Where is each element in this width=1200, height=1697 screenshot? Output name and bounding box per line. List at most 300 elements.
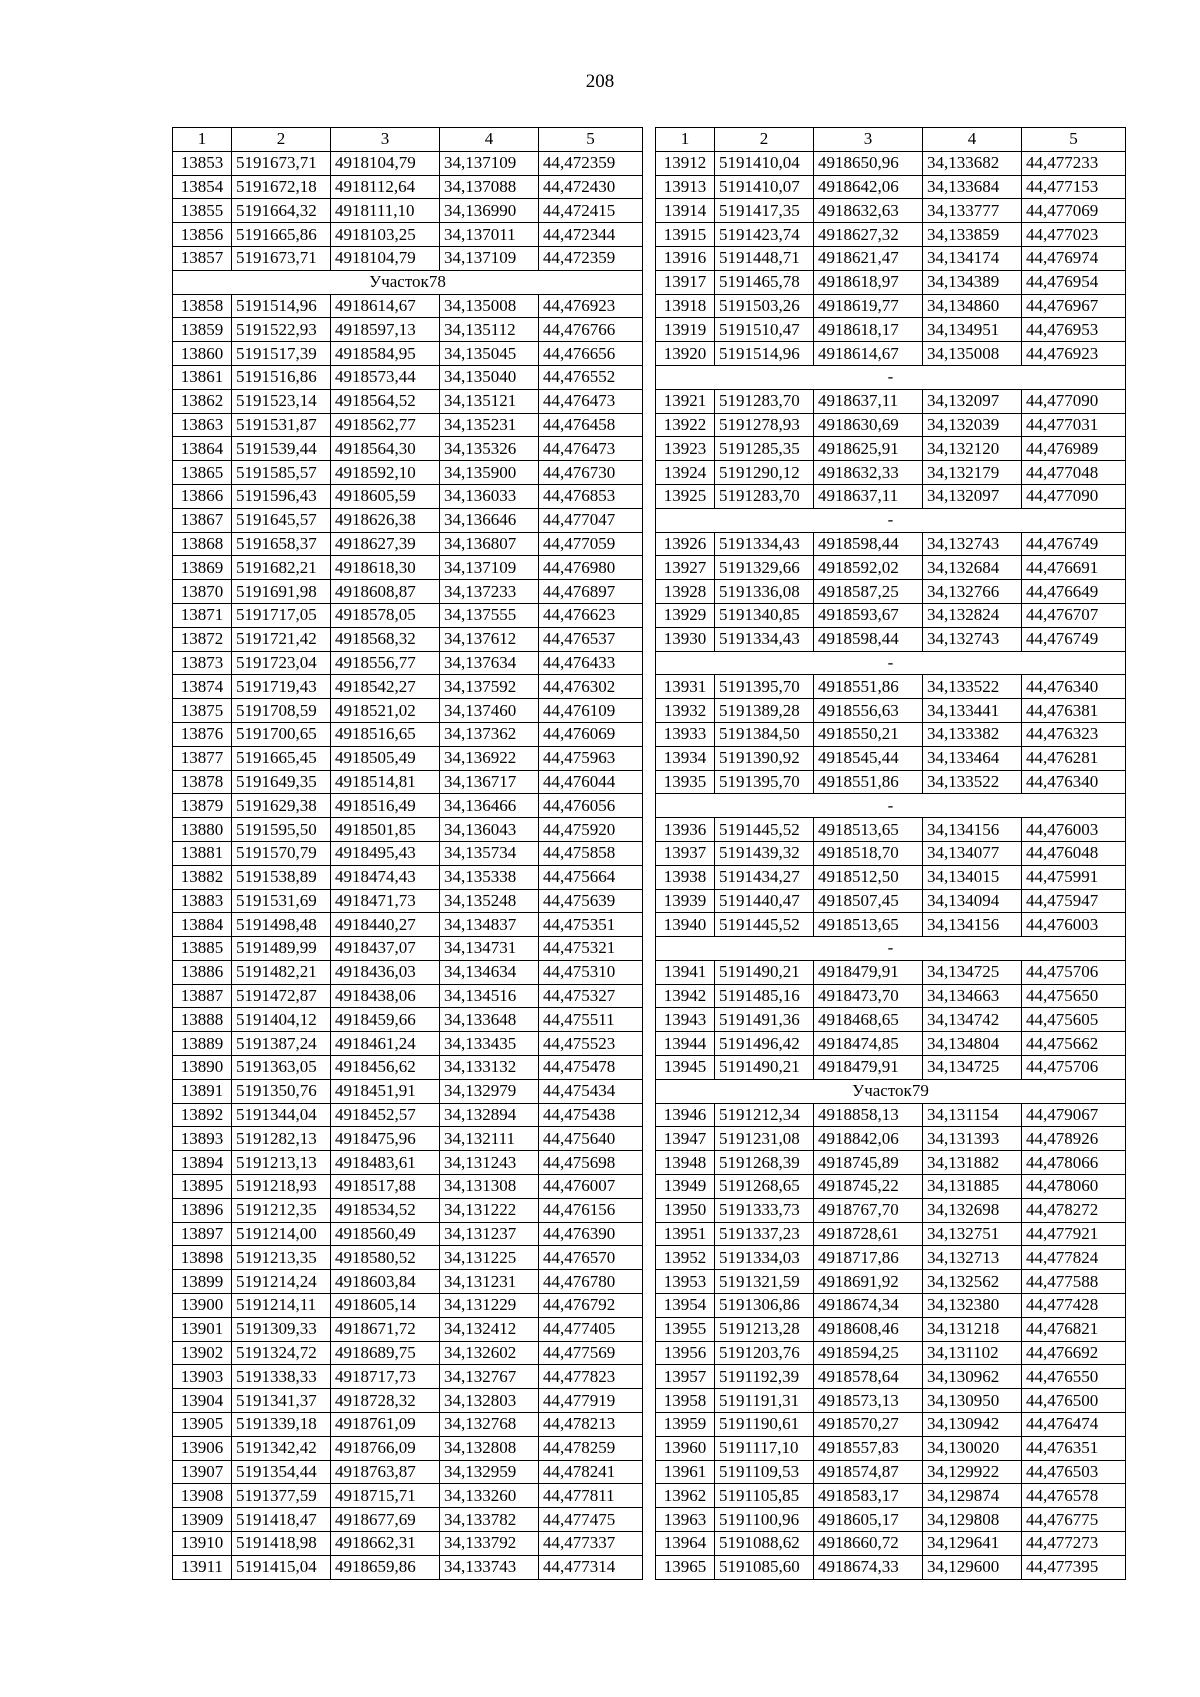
longitude-cell: 34,137088 <box>440 175 539 199</box>
longitude-cell: 34,136807 <box>440 532 539 556</box>
longitude-cell: 34,133684 <box>923 175 1022 199</box>
x-coordinate-cell: 5191278,93 <box>715 413 814 437</box>
longitude-cell: 34,134077 <box>923 841 1022 865</box>
table-row <box>173 1246 643 1270</box>
longitude-cell: 34,131882 <box>923 1151 1022 1175</box>
latitude-cell: 44,475327 <box>539 984 643 1008</box>
point-number-cell: 13866 <box>173 484 232 508</box>
point-number-cell: 13961 <box>656 1460 715 1484</box>
point-number-cell: 13959 <box>656 1413 715 1437</box>
y-coordinate-cell: 4918570,27 <box>814 1413 923 1437</box>
x-coordinate-cell: 5191213,35 <box>232 1246 331 1270</box>
x-coordinate-cell: 5191531,87 <box>232 413 331 437</box>
longitude-cell: 34,136646 <box>440 508 539 532</box>
longitude-cell: 34,137592 <box>440 675 539 699</box>
longitude-cell: 34,136717 <box>440 770 539 794</box>
x-coordinate-cell: 5191334,43 <box>715 627 814 651</box>
table-row <box>173 1555 643 1579</box>
y-coordinate-cell: 4918728,32 <box>331 1389 440 1413</box>
x-coordinate-cell: 5191363,05 <box>232 1056 331 1080</box>
longitude-cell: 34,134804 <box>923 1032 1022 1056</box>
latitude-cell: 44,476749 <box>1022 532 1126 556</box>
longitude-cell: 34,132767 <box>440 1365 539 1389</box>
table-row <box>656 865 1126 889</box>
point-number-cell: 13913 <box>656 175 715 199</box>
latitude-cell: 44,477921 <box>1022 1222 1126 1246</box>
y-coordinate-cell: 4918745,22 <box>814 1175 923 1199</box>
longitude-cell: 34,131229 <box>440 1294 539 1318</box>
x-coordinate-cell: 5191339,18 <box>232 1413 331 1437</box>
x-coordinate-cell: 5191721,42 <box>232 627 331 651</box>
table-row <box>656 199 1126 223</box>
latitude-cell: 44,477233 <box>1022 151 1126 175</box>
point-number-cell: 13944 <box>656 1032 715 1056</box>
table-row <box>656 1151 1126 1175</box>
longitude-cell: 34,135008 <box>440 294 539 318</box>
y-coordinate-cell: 4918542,27 <box>331 675 440 699</box>
x-coordinate-cell: 5191490,21 <box>715 960 814 984</box>
latitude-cell: 44,476302 <box>539 675 643 699</box>
table-row <box>656 413 1126 437</box>
longitude-cell: 34,137362 <box>440 722 539 746</box>
longitude-cell: 34,136043 <box>440 818 539 842</box>
x-coordinate-cell: 5191498,48 <box>232 913 331 937</box>
longitude-cell: 34,134860 <box>923 294 1022 318</box>
latitude-cell: 44,477919 <box>539 1389 643 1413</box>
point-number-cell: 13856 <box>173 223 232 247</box>
latitude-cell: 44,477823 <box>539 1365 643 1389</box>
point-number-cell: 13871 <box>173 603 232 627</box>
point-number-cell: 13858 <box>173 294 232 318</box>
latitude-cell: 44,476923 <box>1022 342 1126 366</box>
table-row <box>173 1151 643 1175</box>
point-number-cell: 13951 <box>656 1222 715 1246</box>
longitude-cell: 34,133435 <box>440 1032 539 1056</box>
table-row <box>173 175 643 199</box>
longitude-cell: 34,132808 <box>440 1436 539 1460</box>
longitude-cell: 34,137233 <box>440 580 539 604</box>
x-coordinate-cell: 5191570,79 <box>232 841 331 865</box>
x-coordinate-cell: 5191482,21 <box>232 960 331 984</box>
longitude-cell: 34,131393 <box>923 1127 1022 1151</box>
point-number-cell: 13888 <box>173 1008 232 1032</box>
longitude-cell: 34,129600 <box>923 1555 1022 1579</box>
point-number-cell: 13934 <box>656 746 715 770</box>
point-number-cell: 13930 <box>656 627 715 651</box>
x-coordinate-cell: 5191672,18 <box>232 175 331 199</box>
latitude-cell: 44,477824 <box>1022 1246 1126 1270</box>
table-row <box>173 1198 643 1222</box>
table-row <box>173 746 643 770</box>
latitude-cell: 44,476552 <box>539 365 643 389</box>
table-header-row <box>656 128 1126 152</box>
latitude-cell: 44,478926 <box>1022 1127 1126 1151</box>
y-coordinate-cell: 4918564,30 <box>331 437 440 461</box>
longitude-cell: 34,129641 <box>923 1532 1022 1556</box>
latitude-cell: 44,477048 <box>1022 461 1126 485</box>
table-row <box>173 199 643 223</box>
y-coordinate-cell: 4918513,65 <box>814 818 923 842</box>
x-coordinate-cell: 5191491,36 <box>715 1008 814 1032</box>
x-coordinate-cell: 5191717,05 <box>232 603 331 627</box>
table-row <box>173 1008 643 1032</box>
latitude-cell: 44,477428 <box>1022 1294 1126 1318</box>
table-row <box>173 318 643 342</box>
y-coordinate-cell: 4918594,25 <box>814 1341 923 1365</box>
y-coordinate-cell: 4918573,13 <box>814 1389 923 1413</box>
point-number-cell: 13892 <box>173 1103 232 1127</box>
latitude-cell: 44,476550 <box>1022 1365 1126 1389</box>
x-coordinate-cell: 5191395,70 <box>715 675 814 699</box>
latitude-cell: 44,476980 <box>539 556 643 580</box>
x-coordinate-cell: 5191658,37 <box>232 532 331 556</box>
y-coordinate-cell: 4918642,06 <box>814 175 923 199</box>
y-coordinate-cell: 4918473,70 <box>814 984 923 1008</box>
latitude-cell: 44,476044 <box>539 770 643 794</box>
x-coordinate-cell: 5191539,44 <box>232 437 331 461</box>
x-coordinate-cell: 5191306,86 <box>715 1294 814 1318</box>
x-coordinate-cell: 5191496,42 <box>715 1032 814 1056</box>
table-row <box>656 223 1126 247</box>
table-row <box>656 318 1126 342</box>
longitude-cell: 34,132562 <box>923 1270 1022 1294</box>
section-separator-row <box>173 270 643 294</box>
latitude-cell: 44,475434 <box>539 1079 643 1103</box>
longitude-cell: 34,131231 <box>440 1270 539 1294</box>
latitude-cell: 44,477405 <box>539 1317 643 1341</box>
x-coordinate-cell: 5191334,43 <box>715 532 814 556</box>
x-coordinate-cell: 5191448,71 <box>715 246 814 270</box>
x-coordinate-cell: 5191377,59 <box>232 1484 331 1508</box>
latitude-cell: 44,478066 <box>1022 1151 1126 1175</box>
point-number-cell: 13899 <box>173 1270 232 1294</box>
point-number-cell: 13895 <box>173 1175 232 1199</box>
y-coordinate-cell: 4918618,30 <box>331 556 440 580</box>
y-coordinate-cell: 4918578,64 <box>814 1365 923 1389</box>
table-row <box>656 1484 1126 1508</box>
point-number-cell: 13868 <box>173 532 232 556</box>
y-coordinate-cell: 4918608,87 <box>331 580 440 604</box>
y-coordinate-cell: 4918691,92 <box>814 1270 923 1294</box>
latitude-cell: 44,475310 <box>539 960 643 984</box>
latitude-cell: 44,477023 <box>1022 223 1126 247</box>
point-number-cell: 13900 <box>173 1294 232 1318</box>
x-coordinate-cell: 5191596,43 <box>232 484 331 508</box>
longitude-cell: 34,134951 <box>923 318 1022 342</box>
y-coordinate-cell: 4918605,14 <box>331 1294 440 1318</box>
table-row <box>656 1127 1126 1151</box>
point-number-cell: 13941 <box>656 960 715 984</box>
table-row <box>656 246 1126 270</box>
x-coordinate-cell: 5191415,04 <box>232 1555 331 1579</box>
point-number-cell: 13877 <box>173 746 232 770</box>
latitude-cell: 44,478272 <box>1022 1198 1126 1222</box>
latitude-cell: 44,475858 <box>539 841 643 865</box>
y-coordinate-cell: 4918637,11 <box>814 484 923 508</box>
table-row <box>173 580 643 604</box>
latitude-cell: 44,476897 <box>539 580 643 604</box>
point-number-cell: 13861 <box>173 365 232 389</box>
point-number-cell: 13915 <box>656 223 715 247</box>
longitude-cell: 34,134174 <box>923 246 1022 270</box>
y-coordinate-cell: 4918574,87 <box>814 1460 923 1484</box>
x-coordinate-cell: 5191503,26 <box>715 294 814 318</box>
x-coordinate-cell: 5191231,08 <box>715 1127 814 1151</box>
table-row <box>173 1413 643 1437</box>
point-number-cell: 13901 <box>173 1317 232 1341</box>
longitude-cell: 34,133743 <box>440 1555 539 1579</box>
table-row <box>173 1056 643 1080</box>
table-row <box>173 1270 643 1294</box>
latitude-cell: 44,476048 <box>1022 841 1126 865</box>
longitude-cell: 34,137612 <box>440 627 539 651</box>
longitude-cell: 34,134634 <box>440 960 539 984</box>
x-coordinate-cell: 5191665,45 <box>232 746 331 770</box>
point-number-cell: 13932 <box>656 699 715 723</box>
latitude-cell: 44,476351 <box>1022 1436 1126 1460</box>
y-coordinate-cell: 4918475,96 <box>331 1127 440 1151</box>
latitude-cell: 44,475991 <box>1022 865 1126 889</box>
table-row <box>656 1389 1126 1413</box>
y-coordinate-cell: 4918516,65 <box>331 722 440 746</box>
table-row <box>173 365 643 389</box>
latitude-cell: 44,475920 <box>539 818 643 842</box>
table-row <box>173 1436 643 1460</box>
longitude-cell: 34,132111 <box>440 1127 539 1151</box>
latitude-cell: 44,475511 <box>539 1008 643 1032</box>
table-row <box>656 580 1126 604</box>
point-number-cell: 13935 <box>656 770 715 794</box>
latitude-cell: 44,476570 <box>539 1246 643 1270</box>
y-coordinate-cell: 4918479,91 <box>814 960 923 984</box>
x-coordinate-cell: 5191585,57 <box>232 461 331 485</box>
latitude-cell: 44,476109 <box>539 699 643 723</box>
x-coordinate-cell: 5191395,70 <box>715 770 814 794</box>
y-coordinate-cell: 4918580,52 <box>331 1246 440 1270</box>
longitude-cell: 34,132803 <box>440 1389 539 1413</box>
table-row <box>173 651 643 675</box>
longitude-cell: 34,134389 <box>923 270 1022 294</box>
point-number-cell: 13917 <box>656 270 715 294</box>
point-number-cell: 13853 <box>173 151 232 175</box>
y-coordinate-cell: 4918483,61 <box>331 1151 440 1175</box>
table-row <box>173 1460 643 1484</box>
latitude-cell: 44,476069 <box>539 722 643 746</box>
x-coordinate-cell: 5191384,50 <box>715 722 814 746</box>
table-row <box>656 389 1126 413</box>
point-number-cell: 13859 <box>173 318 232 342</box>
latitude-cell: 44,476792 <box>539 1294 643 1318</box>
latitude-cell: 44,472344 <box>539 223 643 247</box>
coordinates-table-left <box>172 127 643 1580</box>
y-coordinate-cell: 4918112,64 <box>331 175 440 199</box>
longitude-cell: 34,133132 <box>440 1056 539 1080</box>
latitude-cell: 44,478259 <box>539 1436 643 1460</box>
x-coordinate-cell: 5191423,74 <box>715 223 814 247</box>
longitude-cell: 34,132097 <box>923 389 1022 413</box>
x-coordinate-cell: 5191338,33 <box>232 1365 331 1389</box>
y-coordinate-cell: 4918715,71 <box>331 1484 440 1508</box>
point-number-cell: 13928 <box>656 580 715 604</box>
point-number-cell: 13924 <box>656 461 715 485</box>
latitude-cell: 44,477569 <box>539 1341 643 1365</box>
latitude-cell: 44,476281 <box>1022 746 1126 770</box>
point-number-cell: 13919 <box>656 318 715 342</box>
longitude-cell: 34,131102 <box>923 1341 1022 1365</box>
y-coordinate-cell: 4918626,38 <box>331 508 440 532</box>
longitude-cell: 34,132120 <box>923 437 1022 461</box>
y-coordinate-cell: 4918689,75 <box>331 1341 440 1365</box>
latitude-cell: 44,475523 <box>539 1032 643 1056</box>
y-coordinate-cell: 4918671,72 <box>331 1317 440 1341</box>
x-coordinate-cell: 5191268,39 <box>715 1151 814 1175</box>
table-row <box>173 1103 643 1127</box>
latitude-cell: 44,476340 <box>1022 770 1126 794</box>
longitude-cell: 34,131225 <box>440 1246 539 1270</box>
longitude-cell: 34,132412 <box>440 1317 539 1341</box>
y-coordinate-cell: 4918603,84 <box>331 1270 440 1294</box>
longitude-cell: 34,129874 <box>923 1484 1022 1508</box>
table-row <box>656 1460 1126 1484</box>
x-coordinate-cell: 5191517,39 <box>232 342 331 366</box>
x-coordinate-cell: 5191649,35 <box>232 770 331 794</box>
y-coordinate-cell: 4918677,69 <box>331 1508 440 1532</box>
y-coordinate-cell: 4918556,77 <box>331 651 440 675</box>
y-coordinate-cell: 4918659,86 <box>331 1555 440 1579</box>
latitude-cell: 44,476003 <box>1022 913 1126 937</box>
section-separator-row <box>656 794 1126 818</box>
longitude-cell: 34,132039 <box>923 413 1022 437</box>
x-coordinate-cell: 5191290,12 <box>715 461 814 485</box>
y-coordinate-cell: 4918534,52 <box>331 1198 440 1222</box>
y-coordinate-cell: 4918592,10 <box>331 461 440 485</box>
x-coordinate-cell: 5191214,00 <box>232 1222 331 1246</box>
point-number-cell: 13964 <box>656 1532 715 1556</box>
point-number-cell: 13937 <box>656 841 715 865</box>
latitude-cell: 44,476974 <box>1022 246 1126 270</box>
x-coordinate-cell: 5191445,52 <box>715 818 814 842</box>
longitude-cell: 34,130020 <box>923 1436 1022 1460</box>
y-coordinate-cell: 4918517,88 <box>331 1175 440 1199</box>
column-header: 4 <box>923 128 1022 152</box>
table-row <box>173 627 643 651</box>
y-coordinate-cell: 4918674,33 <box>814 1555 923 1579</box>
table-row <box>173 865 643 889</box>
x-coordinate-cell: 5191340,85 <box>715 603 814 627</box>
table-row <box>173 437 643 461</box>
longitude-cell: 34,134725 <box>923 960 1022 984</box>
table-row <box>656 484 1126 508</box>
x-coordinate-cell: 5191418,98 <box>232 1532 331 1556</box>
longitude-cell: 34,132698 <box>923 1198 1022 1222</box>
y-coordinate-cell: 4918513,65 <box>814 913 923 937</box>
table-row <box>656 1555 1126 1579</box>
table-row <box>173 841 643 865</box>
x-coordinate-cell: 5191333,73 <box>715 1198 814 1222</box>
x-coordinate-cell: 5191105,85 <box>715 1484 814 1508</box>
x-coordinate-cell: 5191465,78 <box>715 270 814 294</box>
point-number-cell: 13958 <box>656 1389 715 1413</box>
table-row <box>173 532 643 556</box>
latitude-cell: 44,476656 <box>539 342 643 366</box>
table-row <box>656 1341 1126 1365</box>
table-row <box>173 1294 643 1318</box>
latitude-cell: 44,472359 <box>539 246 643 270</box>
latitude-cell: 44,478213 <box>539 1413 643 1437</box>
x-coordinate-cell: 5191117,10 <box>715 1436 814 1460</box>
y-coordinate-cell: 4918104,79 <box>331 151 440 175</box>
point-number-cell: 13920 <box>656 342 715 366</box>
point-number-cell: 13862 <box>173 389 232 413</box>
latitude-cell: 44,476953 <box>1022 318 1126 342</box>
y-coordinate-cell: 4918761,09 <box>331 1413 440 1437</box>
y-coordinate-cell: 4918842,06 <box>814 1127 923 1151</box>
table-row <box>173 984 643 1008</box>
longitude-cell: 34,135008 <box>923 342 1022 366</box>
longitude-cell: 34,135900 <box>440 461 539 485</box>
latitude-cell: 44,478241 <box>539 1460 643 1484</box>
y-coordinate-cell: 4918459,66 <box>331 1008 440 1032</box>
latitude-cell: 44,475662 <box>1022 1032 1126 1056</box>
y-coordinate-cell: 4918587,25 <box>814 580 923 604</box>
table-row <box>173 508 643 532</box>
point-number-cell: 13857 <box>173 246 232 270</box>
y-coordinate-cell: 4918605,59 <box>331 484 440 508</box>
latitude-cell: 44,475706 <box>1022 960 1126 984</box>
table-row <box>656 746 1126 770</box>
longitude-cell: 34,130950 <box>923 1389 1022 1413</box>
y-coordinate-cell: 4918474,85 <box>814 1032 923 1056</box>
longitude-cell: 34,131154 <box>923 1103 1022 1127</box>
point-number-cell: 13867 <box>173 508 232 532</box>
longitude-cell: 34,135040 <box>440 365 539 389</box>
x-coordinate-cell: 5191341,37 <box>232 1389 331 1413</box>
y-coordinate-cell: 4918514,81 <box>331 770 440 794</box>
latitude-cell: 44,476433 <box>539 651 643 675</box>
point-number-cell: 13912 <box>656 151 715 175</box>
section-separator-row <box>656 1079 1126 1103</box>
point-number-cell: 13922 <box>656 413 715 437</box>
x-coordinate-cell: 5191531,69 <box>232 889 331 913</box>
longitude-cell: 34,133682 <box>923 151 1022 175</box>
y-coordinate-cell: 4918560,49 <box>331 1222 440 1246</box>
latitude-cell: 44,477314 <box>539 1555 643 1579</box>
point-number-cell: 13860 <box>173 342 232 366</box>
longitude-cell: 34,133648 <box>440 1008 539 1032</box>
y-coordinate-cell: 4918505,49 <box>331 746 440 770</box>
latitude-cell: 44,476692 <box>1022 1341 1126 1365</box>
x-coordinate-cell: 5191516,86 <box>232 365 331 389</box>
point-number-cell: 13884 <box>173 913 232 937</box>
point-number-cell: 13854 <box>173 175 232 199</box>
table-row <box>656 1103 1126 1127</box>
point-number-cell: 13882 <box>173 865 232 889</box>
longitude-cell: 34,133859 <box>923 223 1022 247</box>
latitude-cell: 44,477059 <box>539 532 643 556</box>
x-coordinate-cell: 5191212,35 <box>232 1198 331 1222</box>
longitude-cell: 34,134094 <box>923 889 1022 913</box>
y-coordinate-cell: 4918471,73 <box>331 889 440 913</box>
longitude-cell: 34,135338 <box>440 865 539 889</box>
latitude-cell: 44,477273 <box>1022 1532 1126 1556</box>
section-label: - <box>656 651 1126 675</box>
x-coordinate-cell: 5191595,50 <box>232 818 331 842</box>
y-coordinate-cell: 4918550,21 <box>814 722 923 746</box>
table-row <box>173 461 643 485</box>
x-coordinate-cell: 5191538,89 <box>232 865 331 889</box>
point-number-cell: 13950 <box>656 1198 715 1222</box>
y-coordinate-cell: 4918625,91 <box>814 437 923 461</box>
